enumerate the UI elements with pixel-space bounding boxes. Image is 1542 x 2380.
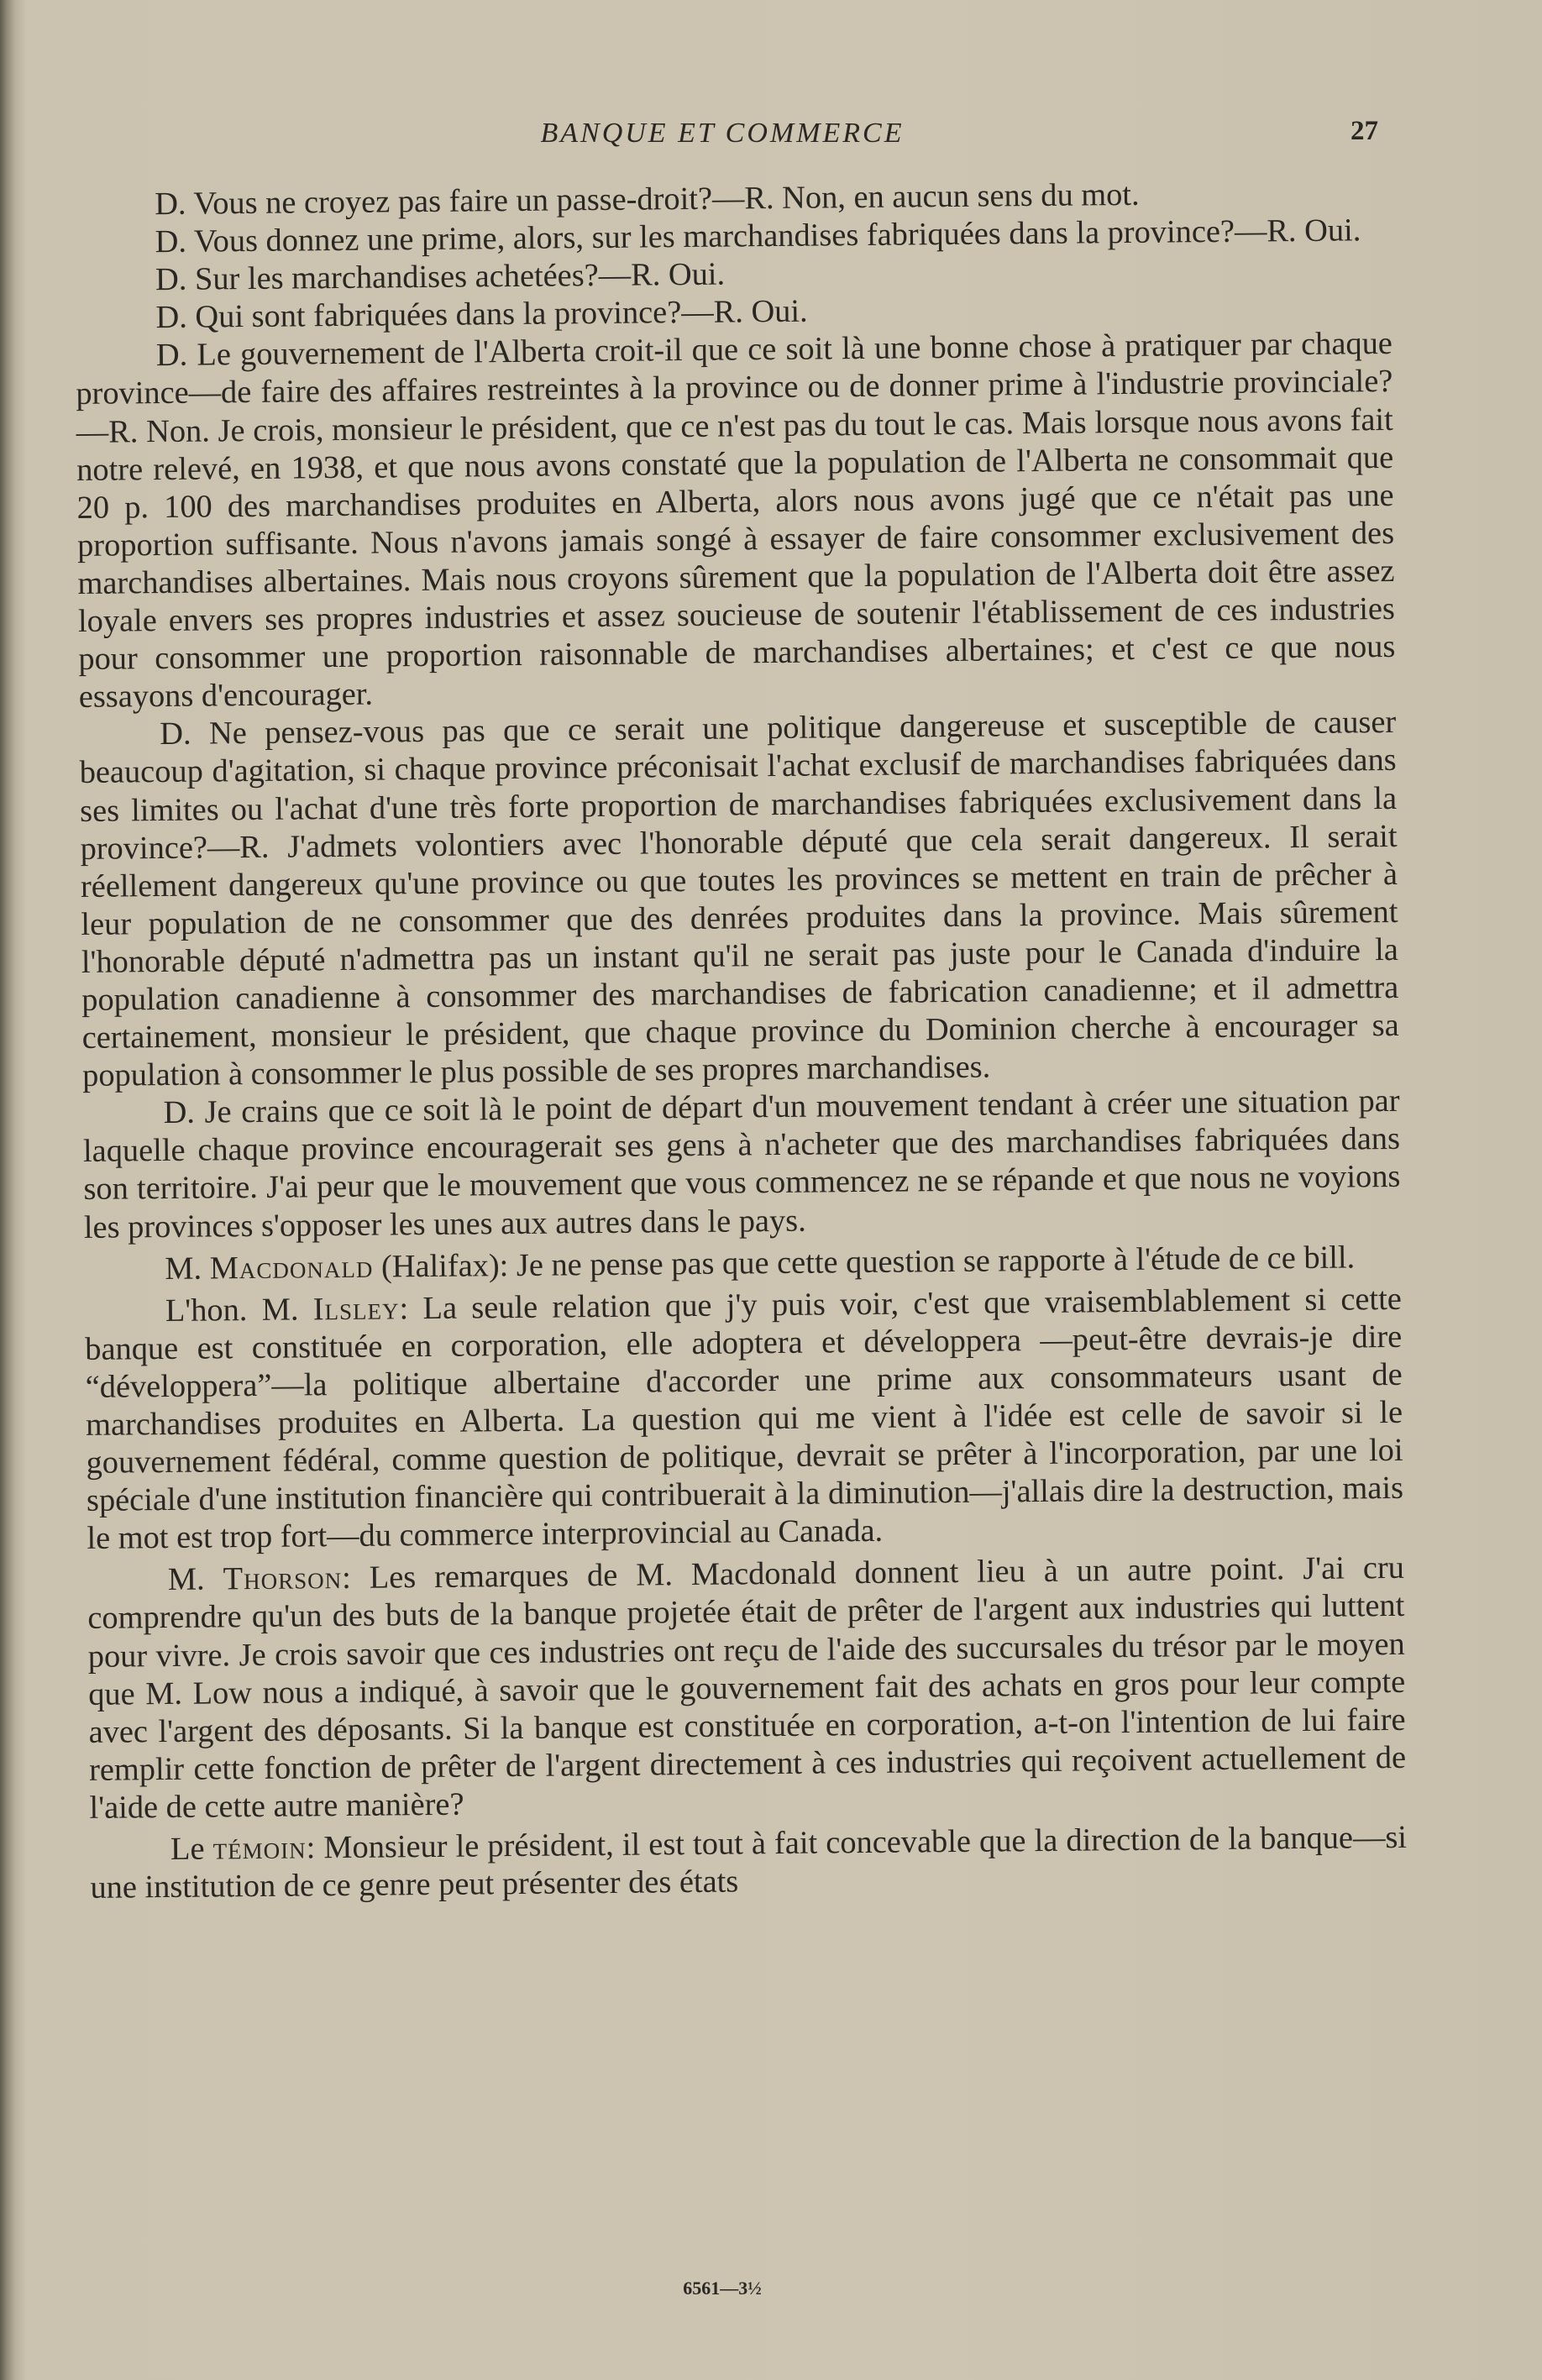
speaker-name: Macdonald (209, 1249, 374, 1287)
paragraph-question-2: D. Vous donnez une prime, alors, sur les marchandises fabriquées dans la province?—R. Oui. (155, 212, 1361, 260)
speaker-name: témoin (212, 1830, 307, 1867)
paragraph-question-3: D. Sur les marchandises achetées?—R. Oui. (155, 256, 726, 298)
paragraph-question-4: D. Qui sont fabriquées dans la province?—R. Oui. (155, 293, 808, 336)
body-text (74, 174, 1408, 1907)
paragraph-question-6: D. Ne pensez-vous pas que ce serait une politique dangereuse et susceptible de causer beaucoup d'agitation, si chaque province préconisait l'achat exclusif de marchandises fabriquées dans ses limites ou l'achat d'une très forte proportion de marchandises fabriquées exclusivement dans la province?—R. J'admets volontiers avec l'honorable député que cela serait dangereux. Il serait réellement dangereux qu'une province ou que toutes les provinces se mettent en train de prêcher à leur population de ne consommer que des denrées produites dans la province. Mais sûrement l'honorable député n'admettra pas un instant qu'il ne serait pas juste pour le Canada d'induire la population canadienne à consommer des marchandises de fabrication canadienne; et il admettra certainement, monsieur le président, que chaque province du Dominion cherche à encourager sa population à consommer le plus possible de ses propres marchandises. (79, 705, 1399, 1094)
speaker-prefix: Le (170, 1831, 213, 1868)
speech-text: (Halifax): Je ne pense pas que cette question se rapporte à l'étude de ce bill. (373, 1240, 1356, 1285)
speech-text: : Les remarques de M. Macdonald donnent lieu à un autre point. J'ai cru comprendre qu'un des buts de la banque projetée était de prêter de l'argent aux industries qui luttent pour vivre. Je crois savoir que ces industries ont reçu de l'aide des succursales du trésor par le moyen que M. Low nous a indiqué, à savoir que le gouvernement fait des achats en gros pour leur compte avec l'argent des déposants. Si la banque est constituée en corporation, a-t-on l'intention de lui faire remplir cette fonction de prêter de l'argent directement à ces industries qui reçoivent actuellement de l'aide de cette autre manière? (87, 1550, 1407, 1826)
speech-ilsley (85, 1281, 1404, 1559)
speech-thorson (87, 1549, 1407, 1827)
speech-temoin (90, 1819, 1408, 1907)
paragraph-question-7: D. Je crains que ce soit là le point de départ d'un mouvement tendant à créer une situation par laquelle chaque province encouragerait ses gens à n'acheter que des marchandises fabriquées dans son territoire. J'ai peur que le mouvement que vous commencez ne se répande et que nous ne voyions les provinces s'opposer les unes aux autres dans le pays. (82, 1083, 1401, 1245)
paragraph-question-1: D. Vous ne croyez pas faire un passe-droit?—R. Non, en aucun sens du mot. (155, 176, 1140, 223)
speech-text: : La seule relation que j'y puis voir, c'est que vraisemblablement si cette banque est constituée en corporation, elle adoptera et développera —peut-être devrais-je dire “développera”—la politique albertaine d'accorder une prime aux consommateurs usant de marchandises produites en Alberta. La question qui me vient à l'idée est celle de savoir si le gouvernement fédéral, comme question de politique, devrait se prêter à l'incorporation, par une loi spéciale d'une institution financière qui contribuerait à la diminution—j'allais dire la destruction, mais le mot est trop fort—du commerce interprovincial au Canada. (85, 1281, 1404, 1557)
page-header (0, 116, 1542, 158)
paragraph-question-5: D. Le gouvernement de l'Alberta croit-il que ce soit là une bonne chose à pratiquer par chaque province—de faire des affaires restreintes à la province ou de donner prime à l'industrie provinciale?—R. Non. Je crois, monsieur le président, que ce n'est pas du tout le cas. Mais lorsque nous avons fait notre relevé, en 1938, et que nous avons constaté que la population de l'Alberta ne consommait que 20 p. 100 des marchandises produites en Alberta, alors nous avons jugé que ce n'était pas une proportion suffisante. Nous n'avons jamais songé à essayer de faire consommer exclusivement des marchandises albertaines. Mais nous croyons sûrement que la population de l'Alberta doit être assez loyale envers ses propres industries et assez soucieuse de soutenir l'établissement de ces industries pour consommer une proportion raisonnable de marchandises albertaines; et c'est ce que nous essayons d'encourager. (76, 326, 1396, 716)
speaker-name: Thorson (223, 1560, 343, 1597)
page-number: 27 (1351, 116, 1378, 146)
speech-macdonald (84, 1239, 1401, 1289)
speaker-name: Ilsley (312, 1291, 400, 1328)
running-head: BANQUE ET COMMERCE (540, 118, 905, 149)
speaker-prefix: L'hon. M. (165, 1292, 313, 1329)
printer-signature: 6561—3½ (683, 2278, 762, 2299)
speaker-prefix: M. (165, 1250, 210, 1287)
speech-text: : Monsieur le président, il est tout à fait concevable que la direction de la banque—si une institution de ce genre peut présenter des états (90, 1819, 1408, 1906)
speaker-prefix: M. (167, 1561, 223, 1598)
